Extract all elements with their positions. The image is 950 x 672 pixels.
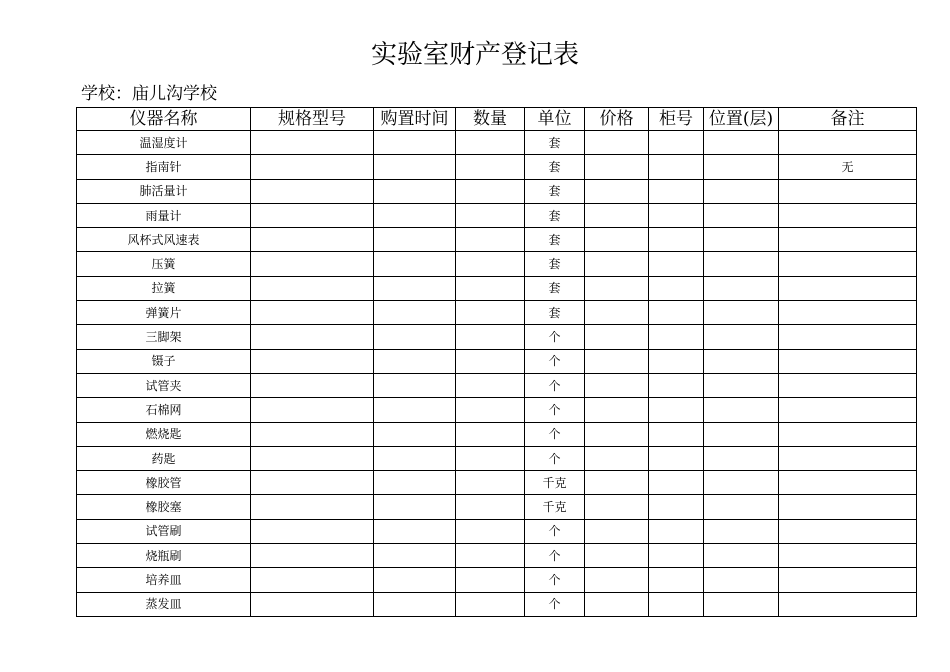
cell-location [704, 179, 779, 203]
table-row [77, 203, 917, 227]
cell-purchase-date [374, 398, 456, 422]
cell-spec-model [251, 276, 374, 300]
cell-instrument-name: 弹簧片 [77, 301, 251, 325]
cell-unit: 千克 [525, 471, 585, 495]
cell-cabinet-no [649, 276, 704, 300]
header-cabinet-no: 柜号 [649, 108, 704, 131]
cell-cabinet-no [649, 568, 704, 592]
table-row [77, 519, 917, 543]
cell-unit: 套 [525, 252, 585, 276]
cell-purchase-date [374, 203, 456, 227]
cell-purchase-date [374, 155, 456, 179]
cell-location [704, 349, 779, 373]
cell-price [585, 495, 649, 519]
cell-spec-model [251, 301, 374, 325]
cell-cabinet-no [649, 131, 704, 155]
table-row [77, 544, 917, 568]
cell-purchase-date [374, 544, 456, 568]
cell-spec-model [251, 131, 374, 155]
table-row [77, 422, 917, 446]
cell-instrument-name: 药匙 [77, 446, 251, 470]
cell-instrument-name: 石棉网 [77, 398, 251, 422]
cell-spec-model [251, 568, 374, 592]
cell-instrument-name: 指南针 [77, 155, 251, 179]
cell-unit: 千克 [525, 495, 585, 519]
cell-quantity [456, 252, 525, 276]
cell-spec-model [251, 228, 374, 252]
cell-unit: 个 [525, 544, 585, 568]
cell-unit: 套 [525, 179, 585, 203]
cell-purchase-date [374, 276, 456, 300]
cell-quantity [456, 544, 525, 568]
cell-instrument-name: 橡胶管 [77, 471, 251, 495]
cell-cabinet-no [649, 592, 704, 616]
cell-price [585, 301, 649, 325]
cell-purchase-date [374, 495, 456, 519]
page-title: 实验室财产登记表 [370, 40, 579, 70]
cell-purchase-date [374, 446, 456, 470]
cell-cabinet-no [649, 252, 704, 276]
cell-remark [779, 519, 917, 543]
table-row [77, 349, 917, 373]
cell-spec-model [251, 422, 374, 446]
cell-cabinet-no [649, 373, 704, 397]
cell-unit: 个 [525, 422, 585, 446]
cell-cabinet-no [649, 471, 704, 495]
cell-purchase-date [374, 179, 456, 203]
cell-location [704, 519, 779, 543]
cell-quantity [456, 325, 525, 349]
cell-price [585, 398, 649, 422]
cell-instrument-name: 试管夹 [77, 373, 251, 397]
header-location: 位置(层) [704, 108, 779, 131]
cell-quantity [456, 422, 525, 446]
cell-remark [779, 373, 917, 397]
cell-spec-model [251, 325, 374, 349]
cell-location [704, 276, 779, 300]
cell-quantity [456, 131, 525, 155]
cell-quantity [456, 398, 525, 422]
cell-quantity [456, 592, 525, 616]
cell-spec-model [251, 349, 374, 373]
cell-cabinet-no [649, 155, 704, 179]
cell-location [704, 592, 779, 616]
cell-location [704, 568, 779, 592]
cell-purchase-date [374, 349, 456, 373]
cell-purchase-date [374, 301, 456, 325]
cell-remark [779, 544, 917, 568]
cell-remark [779, 592, 917, 616]
cell-quantity [456, 568, 525, 592]
cell-quantity [456, 203, 525, 227]
cell-cabinet-no [649, 519, 704, 543]
header-row [77, 108, 917, 131]
cell-unit: 套 [525, 155, 585, 179]
cell-location [704, 373, 779, 397]
header-price: 价格 [585, 108, 649, 131]
table-row [77, 155, 917, 179]
cell-remark [779, 495, 917, 519]
cell-unit: 个 [525, 349, 585, 373]
header-quantity: 数量 [456, 108, 525, 131]
cell-quantity [456, 519, 525, 543]
cell-unit: 个 [525, 325, 585, 349]
cell-location [704, 252, 779, 276]
table-row [77, 592, 917, 616]
table-row [77, 398, 917, 422]
cell-cabinet-no [649, 301, 704, 325]
property-register-table [76, 107, 917, 617]
cell-unit: 个 [525, 398, 585, 422]
cell-location [704, 301, 779, 325]
cell-location [704, 131, 779, 155]
cell-price [585, 519, 649, 543]
cell-location [704, 422, 779, 446]
cell-unit: 个 [525, 519, 585, 543]
cell-cabinet-no [649, 325, 704, 349]
table-row [77, 131, 917, 155]
cell-location [704, 544, 779, 568]
cell-location [704, 203, 779, 227]
cell-remark [779, 252, 917, 276]
cell-purchase-date [374, 471, 456, 495]
cell-unit: 个 [525, 373, 585, 397]
header-purchase-date: 购置时间 [374, 108, 456, 131]
cell-instrument-name: 风杯式风速表 [77, 228, 251, 252]
table-body [77, 131, 917, 617]
cell-remark [779, 131, 917, 155]
cell-price [585, 325, 649, 349]
cell-cabinet-no [649, 398, 704, 422]
cell-location [704, 325, 779, 349]
header-unit: 单位 [525, 108, 585, 131]
cell-remark [779, 325, 917, 349]
cell-purchase-date [374, 592, 456, 616]
cell-purchase-date [374, 325, 456, 349]
table-row [77, 325, 917, 349]
header-remark: 备注 [779, 108, 917, 131]
cell-cabinet-no [649, 446, 704, 470]
cell-price [585, 252, 649, 276]
cell-instrument-name: 三脚架 [77, 325, 251, 349]
cell-quantity [456, 373, 525, 397]
cell-spec-model [251, 203, 374, 227]
cell-remark [779, 276, 917, 300]
cell-remark [779, 422, 917, 446]
table-row [77, 276, 917, 300]
cell-cabinet-no [649, 179, 704, 203]
cell-location [704, 446, 779, 470]
table-row [77, 252, 917, 276]
cell-unit: 个 [525, 592, 585, 616]
cell-price [585, 471, 649, 495]
cell-quantity [456, 228, 525, 252]
cell-price [585, 179, 649, 203]
cell-instrument-name: 温湿度计 [77, 131, 251, 155]
table-row [77, 471, 917, 495]
cell-quantity [456, 495, 525, 519]
table-row [77, 495, 917, 519]
cell-unit: 个 [525, 568, 585, 592]
cell-purchase-date [374, 373, 456, 397]
cell-unit: 套 [525, 276, 585, 300]
cell-quantity [456, 155, 525, 179]
cell-location [704, 228, 779, 252]
cell-spec-model [251, 471, 374, 495]
cell-price [585, 568, 649, 592]
cell-cabinet-no [649, 544, 704, 568]
cell-purchase-date [374, 568, 456, 592]
cell-cabinet-no [649, 349, 704, 373]
cell-price [585, 131, 649, 155]
cell-unit: 套 [525, 131, 585, 155]
cell-cabinet-no [649, 495, 704, 519]
cell-remark [779, 398, 917, 422]
cell-remark [779, 228, 917, 252]
cell-spec-model [251, 446, 374, 470]
cell-price [585, 422, 649, 446]
cell-purchase-date [374, 252, 456, 276]
cell-price [585, 349, 649, 373]
cell-instrument-name: 拉簧 [77, 276, 251, 300]
table-row [77, 373, 917, 397]
cell-remark [779, 446, 917, 470]
cell-quantity [456, 349, 525, 373]
cell-quantity [456, 301, 525, 325]
header-spec-model: 规格型号 [251, 108, 374, 131]
cell-price [585, 373, 649, 397]
cell-instrument-name: 燃烧匙 [77, 422, 251, 446]
cell-quantity [456, 446, 525, 470]
school-label: 学校：庙儿沟学校 [81, 84, 217, 104]
table-row [77, 446, 917, 470]
cell-quantity [456, 276, 525, 300]
cell-cabinet-no [649, 422, 704, 446]
cell-instrument-name: 橡胶塞 [77, 495, 251, 519]
cell-instrument-name: 压簧 [77, 252, 251, 276]
cell-price [585, 155, 649, 179]
cell-instrument-name: 镊子 [77, 349, 251, 373]
cell-spec-model [251, 544, 374, 568]
cell-purchase-date [374, 519, 456, 543]
cell-remark: 无 [779, 155, 917, 179]
cell-remark [779, 568, 917, 592]
cell-instrument-name: 肺活量计 [77, 179, 251, 203]
cell-instrument-name: 雨量计 [77, 203, 251, 227]
cell-purchase-date [374, 228, 456, 252]
cell-spec-model [251, 179, 374, 203]
cell-unit: 套 [525, 301, 585, 325]
cell-spec-model [251, 519, 374, 543]
table-row [77, 228, 917, 252]
cell-remark [779, 179, 917, 203]
cell-remark [779, 203, 917, 227]
table-row [77, 301, 917, 325]
table-row [77, 568, 917, 592]
cell-remark [779, 349, 917, 373]
cell-spec-model [251, 155, 374, 179]
cell-unit: 套 [525, 228, 585, 252]
cell-instrument-name: 蒸发皿 [77, 592, 251, 616]
cell-remark [779, 471, 917, 495]
cell-purchase-date [374, 422, 456, 446]
cell-location [704, 398, 779, 422]
cell-price [585, 203, 649, 227]
cell-instrument-name: 烧瓶刷 [77, 544, 251, 568]
cell-cabinet-no [649, 228, 704, 252]
cell-location [704, 495, 779, 519]
cell-cabinet-no [649, 203, 704, 227]
cell-spec-model [251, 373, 374, 397]
cell-remark [779, 301, 917, 325]
table-row [77, 179, 917, 203]
cell-price [585, 228, 649, 252]
cell-quantity [456, 471, 525, 495]
cell-price [585, 276, 649, 300]
cell-instrument-name: 试管刷 [77, 519, 251, 543]
header-instrument-name: 仪器名称 [77, 108, 251, 131]
cell-spec-model [251, 495, 374, 519]
cell-unit: 个 [525, 446, 585, 470]
cell-price [585, 592, 649, 616]
cell-price [585, 446, 649, 470]
cell-instrument-name: 培养皿 [77, 568, 251, 592]
cell-purchase-date [374, 131, 456, 155]
cell-location [704, 471, 779, 495]
cell-quantity [456, 179, 525, 203]
cell-spec-model [251, 252, 374, 276]
cell-spec-model [251, 592, 374, 616]
cell-spec-model [251, 398, 374, 422]
cell-location [704, 155, 779, 179]
cell-price [585, 544, 649, 568]
cell-unit: 套 [525, 203, 585, 227]
